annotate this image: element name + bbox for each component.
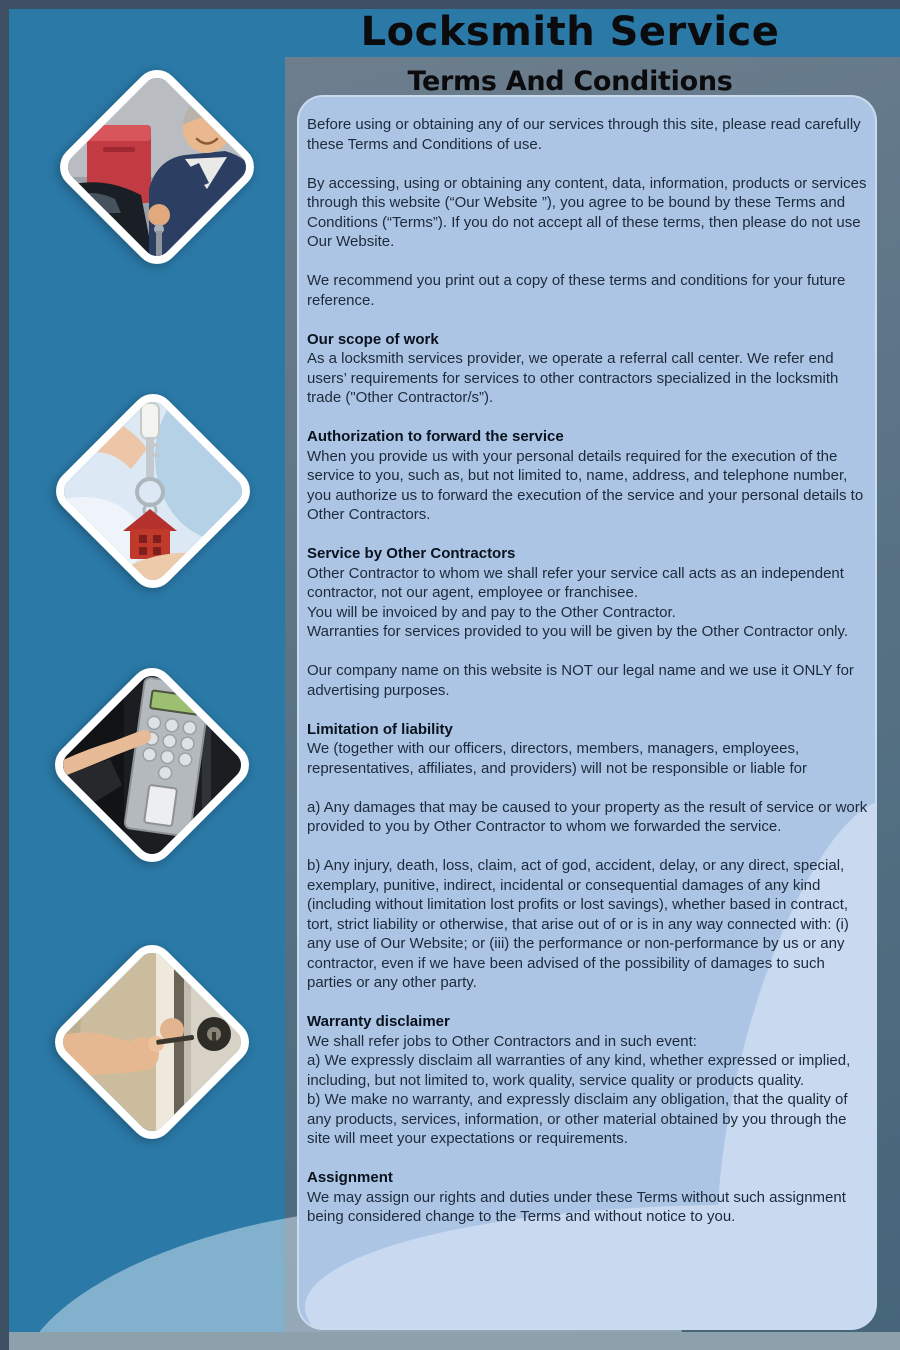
section-paragraphs	[307, 115, 869, 154]
section-paragraphs	[307, 564, 869, 642]
section-paragraphs	[307, 739, 869, 778]
terms-paragraph: You will be invoiced by and pay to the Other Contractor.	[307, 603, 676, 621]
section-paragraphs	[307, 661, 869, 700]
section-paragraphs	[307, 798, 869, 837]
section-paragraphs	[307, 856, 869, 993]
section-paragraphs	[307, 174, 869, 252]
section-heading: Limitation of liability	[307, 720, 453, 738]
section-heading: Assignment	[307, 1169, 393, 1186]
terms-section	[307, 856, 869, 993]
section-paragraphs	[307, 1032, 869, 1149]
terms-section	[307, 115, 869, 154]
section-heading: Service by Other Contractors	[307, 545, 516, 562]
terms-section	[307, 544, 869, 642]
section-paragraphs	[307, 349, 869, 408]
terms-section	[307, 1012, 869, 1149]
terms-section	[307, 720, 869, 779]
terms-paragraph: a) We expressly disclaim all warranties of any kind, whether expressed or implied, including, but not limited to, work quality, service quality or products quality.	[307, 1052, 851, 1089]
terms-section	[307, 661, 869, 700]
terms-paragraph: We (together with our officers, directors, members, managers, employees, representatives, affiliates, and providers) will not be responsible or liable for	[307, 740, 807, 777]
terms-paragraph: Other Contractor to whom we shall refer your service call acts as an independent contractor, not our agent, employee or franchisee.	[307, 564, 844, 601]
section-paragraphs	[307, 271, 869, 310]
terms-paragraph: We may assign our rights and duties under these Terms without such assignment being considered change to the Terms and without notice to you.	[307, 1188, 846, 1225]
terms-section	[307, 798, 869, 837]
section-paragraphs	[307, 1188, 869, 1227]
terms-paragraph: Warranties for services provided to you will be given by the Other Contractor only.	[307, 623, 849, 640]
terms-paragraph: As a locksmith services provider, we operate a referral call center. We refer end users’ requirements for services to other contractors specialized in the locksmith trade ("Other Contractor/s”).	[307, 350, 839, 406]
terms-paragraph: Our company name on this website is NOT our legal name and we use it ONLY for advertising purposes.	[307, 662, 854, 699]
terms-panel	[297, 95, 877, 1330]
footer-gray-band	[9, 1332, 900, 1350]
section-paragraphs	[307, 447, 869, 525]
terms-paragraph: a) Any damages that may be caused to your property as the result of service or work provided to you by Other Contractor to whom we forwarded the service.	[307, 798, 868, 835]
page-subtitle: Terms And Conditions	[407, 66, 733, 97]
terms-sections	[299, 97, 875, 1227]
page-title: Locksmith Service	[360, 9, 780, 55]
section-heading: Our scope of work	[307, 330, 439, 348]
terms-section	[307, 427, 869, 525]
terms-paragraph: By accessing, using or obtaining any content, data, information, products or services through this website (“Our Website ”), you agree to be bound by these Terms and Conditions (“Terms”). If you do not accept all of these terms, then please do not use Our Website.	[307, 174, 867, 250]
terms-paragraph: When you provide us with your personal details required for the execution of the service to you, such as, but not limited to, name, address, and telephone number, you authorize us to forward the execution of the service and your personal details to Other Contractors.	[307, 447, 864, 523]
terms-section	[307, 174, 869, 252]
terms-paragraph: b) We make no warranty, and expressly disclaim any obligation, that the quality of any products, services, information, or other material obtained by you through the site will meet your expectations or requirements.	[307, 1091, 848, 1147]
terms-paragraph: We shall refer jobs to Other Contractors and in such event:	[307, 1032, 697, 1050]
terms-paragraph: We recommend you print out a copy of these terms and conditions for your future reference.	[307, 272, 846, 309]
section-heading: Authorization to forward the service	[307, 428, 564, 445]
terms-paragraph: b) Any injury, death, loss, claim, act of god, accident, delay, or any direct, special, exemplary, punitive, indirect, incidental or consequential damages of any kind (including without limitation lost profits or lost savings), whether based in contract, tort, strict liability or otherwise, that arise out of or is in any way connected with: (i) any use of Our Website; or (iii) the performance or non-performance by us or any contractor, even if we have been advised of the possibility of damages to such parties or any other party.	[307, 857, 849, 991]
terms-section	[307, 1168, 869, 1227]
section-heading: Warranty disclaimer	[307, 1013, 450, 1030]
terms-section	[307, 271, 869, 310]
terms-section	[307, 330, 869, 408]
terms-paragraph: Before using or obtaining any of our services through this site, please read carefully these Terms and Conditions of use.	[307, 116, 861, 153]
